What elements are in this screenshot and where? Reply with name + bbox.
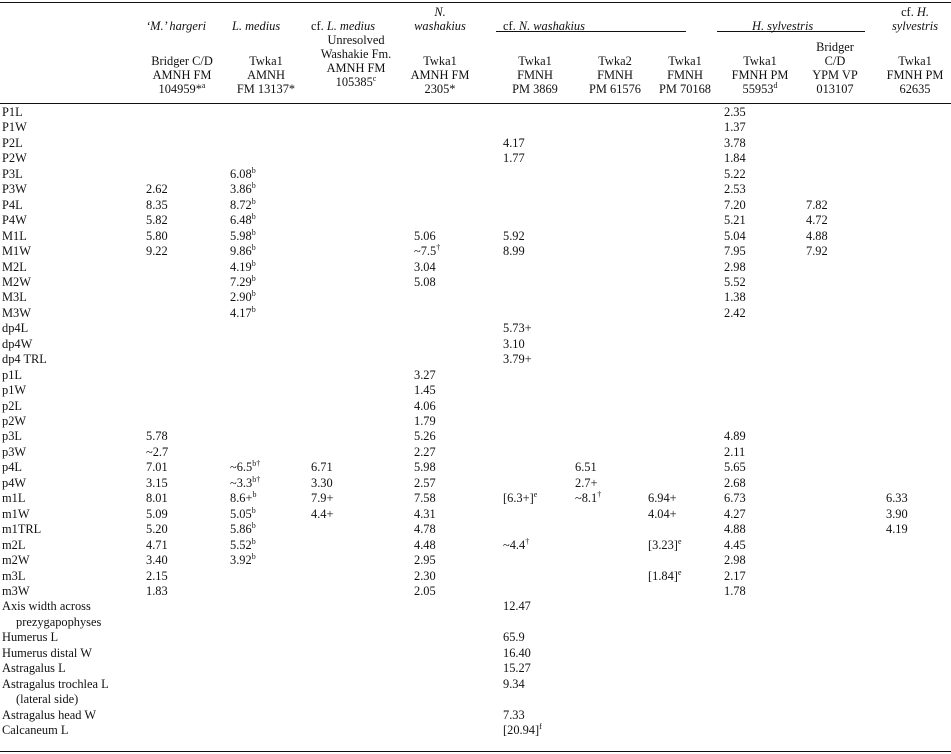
- row-label: p4L: [2, 460, 22, 475]
- row-label: M1W: [2, 244, 31, 259]
- row-label: P1L: [2, 105, 23, 119]
- table-cell: 6.48$^b$: [230, 212, 256, 228]
- row-label: M2W: [2, 274, 31, 289]
- row-label: P1W: [2, 120, 27, 135]
- table-cell: ~2.7: [146, 444, 169, 459]
- n-washakius-line2: washakius: [414, 19, 466, 33]
- row-label: m2W: [2, 553, 30, 568]
- footnote-mark: b: [251, 521, 256, 531]
- footnote-mark: b: [251, 552, 256, 562]
- table-cell: 5.52$^b$: [230, 536, 256, 552]
- table-cell: 5.65: [724, 460, 746, 475]
- specimen-number: FM 13137*: [236, 82, 296, 96]
- table-cell: 65.9: [503, 630, 525, 645]
- table-cell: 4.88: [724, 522, 746, 537]
- table-cell: 5.82: [146, 213, 168, 228]
- taxon-h-sylvestris: H. sylvestris: [752, 19, 814, 33]
- table-cell: 6.08$^b$: [230, 165, 256, 181]
- table-cell: 2.98: [724, 553, 746, 568]
- cf-h-sylvestris-line2: sylvestris: [891, 19, 939, 33]
- table-cell: 4.4+: [311, 506, 334, 521]
- table-cell: 1.78: [724, 583, 746, 598]
- table-cell: 5.06: [414, 228, 436, 243]
- table-cell: 2.53: [724, 182, 746, 197]
- table-cell: 7.01: [146, 460, 168, 475]
- footnote-mark: c: [372, 74, 377, 83]
- table-cell: $[6.3+]^e$: [503, 490, 538, 506]
- taxon-n-washakius: [410, 5, 470, 33]
- table-cell: 2.30: [414, 568, 436, 583]
- row-label-continued: (lateral side): [16, 692, 79, 707]
- table-cell: 2.05: [414, 583, 436, 598]
- table-cell: $[20.94]^f$: [503, 722, 542, 737]
- footnote-mark: †: [436, 243, 441, 253]
- footnote-mark: b: [251, 243, 256, 253]
- specimen-unit: Twka1: [423, 54, 457, 68]
- specimen-unit: Twka1: [668, 54, 702, 68]
- table-cell: 3.90: [886, 506, 908, 521]
- table-cell: 4.88: [806, 228, 828, 243]
- footnote-mark: b: [251, 196, 256, 206]
- footnote-mark: b: [251, 165, 256, 175]
- specimen-header-4: [405, 54, 475, 96]
- table-cell: 4.17: [503, 135, 525, 150]
- specimen-number: 013107: [816, 82, 854, 96]
- specimen-collection: YPM VP: [812, 68, 858, 82]
- specimen-unit: Unresolved: [327, 33, 385, 47]
- row-label: dp4W: [2, 336, 33, 351]
- table-cell: 6.71: [311, 460, 333, 475]
- table-cell: 8.6+$^b$: [230, 490, 257, 506]
- table-cell: 5.78: [146, 429, 168, 444]
- table-cell: 7.92: [806, 244, 828, 259]
- table-cell: 5.22: [724, 166, 746, 181]
- specimen-number: 55953: [742, 82, 774, 96]
- row-label: dp4L: [2, 321, 29, 336]
- row-label: M1L: [2, 228, 27, 243]
- specimen-number: 104959*: [158, 82, 202, 96]
- table-cell: 5.09: [146, 506, 168, 521]
- table-cell: $[3.23]^e$: [648, 536, 682, 552]
- footnote-mark: d: [773, 81, 778, 90]
- row-label: P4W: [2, 213, 27, 228]
- table-cell: 7.95: [724, 244, 746, 259]
- specimen-collection: AMNH FM: [152, 68, 212, 82]
- table-cell: 4.71: [146, 537, 168, 552]
- specimen-header-6: [575, 54, 655, 96]
- row-label: P2W: [2, 151, 27, 166]
- footnote-mark: b: [251, 212, 256, 222]
- footnote-mark: †: [597, 490, 602, 500]
- table-cell: 5.86$^b$: [230, 521, 256, 537]
- footnote-mark: b: [252, 490, 257, 500]
- table-cell: 3.40: [146, 553, 168, 568]
- table-cell: 5.92: [503, 228, 525, 243]
- row-label: p1L: [2, 367, 22, 382]
- specimen-number: 62635: [899, 82, 931, 96]
- table-cell: 2.11: [724, 444, 746, 459]
- row-label: m1L: [2, 491, 26, 506]
- table-cell: 4.31: [414, 506, 436, 521]
- taxon-cf-l-medius: [311, 19, 375, 33]
- taxon-l-medius: L. medius: [232, 19, 281, 33]
- table-cell: 5.73+: [503, 321, 532, 336]
- table-cell: 5.26: [414, 429, 436, 444]
- table-cell: 2.7+: [575, 475, 598, 490]
- footnote-mark: e: [677, 536, 682, 546]
- table-cell: 4.06: [414, 398, 436, 413]
- row-label: Astragalus L: [2, 661, 66, 676]
- specimen-header-9: [800, 40, 870, 96]
- row-label: m1W: [2, 506, 30, 521]
- cf-prefix: cf.: [503, 19, 519, 33]
- table-cell: 5.08: [414, 274, 436, 289]
- table-cell: 2.98: [724, 259, 746, 274]
- table-cell: 4.89: [724, 429, 746, 444]
- specimen-header-1: [135, 54, 229, 96]
- table-cell: 3.10: [503, 336, 525, 351]
- footnote-mark: b: [251, 227, 256, 237]
- specimen-collection: AMNH: [247, 68, 285, 82]
- top-rule: [0, 2, 951, 3]
- table-cell: 6.94+: [648, 491, 677, 506]
- row-label: m1TRL: [2, 522, 42, 537]
- bottom-rule: [0, 751, 951, 752]
- specimen-formation: Washakie Fm.: [320, 47, 392, 61]
- footnote-mark: b: [251, 536, 256, 546]
- row-label: Humerus distal W: [2, 645, 92, 660]
- table-cell: ~7.5†: [414, 243, 441, 259]
- row-label: P2L: [2, 135, 23, 150]
- table-cell: 5.98: [414, 460, 436, 475]
- table-cell: 3.04: [414, 259, 436, 274]
- table-cell: 4.78: [414, 522, 436, 537]
- cf-prefix: cf.: [311, 19, 327, 33]
- table-cell: 7.58: [414, 491, 436, 506]
- cf-prefix: cf.: [901, 5, 917, 19]
- row-label: p2L: [2, 398, 22, 413]
- table-cell: 3.92$^b$: [230, 552, 256, 568]
- specimen-collection: FMNH: [517, 68, 553, 82]
- table-cell: $[1.84]^e$: [648, 567, 682, 583]
- taxon-m-hargeri: ‘M.’ hargeri: [146, 19, 207, 33]
- table-cell: 2.17: [724, 568, 746, 583]
- table-cell: 2.42: [724, 305, 746, 320]
- table-cell: 2.35: [724, 105, 746, 119]
- table-cell: 1.45: [414, 383, 436, 398]
- table-cell: 7.33: [503, 707, 525, 722]
- table-cell: 3.79+: [503, 352, 532, 367]
- cf-h-name: H.: [916, 5, 929, 19]
- specimen-number: PM 61576: [589, 82, 641, 96]
- table-cell: 3.86$^b$: [230, 181, 256, 197]
- table-cell: 8.35: [146, 197, 168, 212]
- table-cell: ~4.4†: [503, 536, 530, 552]
- table-cell: 4.48: [414, 537, 436, 552]
- footnote-mark: †: [525, 536, 530, 546]
- row-label: p1W: [2, 383, 27, 398]
- row-label: P3W: [2, 182, 27, 197]
- table-cell: 5.98$^b$: [230, 227, 256, 243]
- table-cell: 2.90$^b$: [230, 289, 256, 305]
- table-cell: 1.37: [724, 120, 746, 135]
- footnote-mark: b†: [252, 459, 261, 469]
- footnote-mark: f: [539, 722, 542, 731]
- table-cell: 9.22: [146, 244, 168, 259]
- specimen-header-10: [877, 54, 951, 96]
- table-cell: $\sim 3.3^{b\dagger}$: [230, 474, 261, 490]
- n-washakius-line1: N.: [434, 5, 446, 19]
- table-cell: 5.52: [724, 274, 746, 289]
- specimen-unit: Bridger: [816, 40, 854, 54]
- table-cell: 2.68: [724, 475, 746, 490]
- table-cell: 7.82: [806, 197, 828, 212]
- table-cell: 8.72$^b$: [230, 196, 256, 212]
- specimen-unit: Twka1: [249, 54, 283, 68]
- table-cell: 4.04+: [648, 506, 677, 521]
- row-label: M3W: [2, 305, 31, 320]
- specimen-header-3: [308, 33, 404, 89]
- table-cell: 6.51: [575, 460, 597, 475]
- table-cell: 3.30: [311, 475, 333, 490]
- table-cell: 2.15: [146, 568, 168, 583]
- table-cell: 2.62: [146, 182, 168, 197]
- specimen-unit: Twka1: [743, 54, 777, 68]
- footnote-mark: b: [251, 273, 256, 283]
- taxon-cf-n-washakius: [503, 19, 585, 33]
- table-cell: 6.33: [886, 491, 908, 506]
- specimen-collection: FMNH PM: [731, 68, 789, 82]
- table-cell: 7.29$^b$: [230, 273, 256, 289]
- footnote-mark: b: [251, 289, 256, 299]
- table-cell: 8.99: [503, 244, 525, 259]
- footnote-mark: a: [201, 81, 206, 90]
- table-cell: 9.86$^b$: [230, 243, 256, 259]
- footnote-mark: b: [251, 505, 256, 515]
- footnote-mark: e: [677, 567, 682, 577]
- table-cell: 1.84: [724, 151, 746, 166]
- table-cell: 8.01: [146, 491, 168, 506]
- table-cell: 5.21: [724, 213, 746, 228]
- table-cell: 5.05$^b$: [230, 505, 256, 521]
- table-cell: 5.80: [146, 228, 168, 243]
- table-cell: 4.17$^b$: [230, 304, 256, 320]
- row-label: p4W: [2, 475, 27, 490]
- table-cell: ~8.1†: [575, 490, 602, 506]
- row-label: p2W: [2, 414, 27, 428]
- table-cell: 4.45: [724, 537, 746, 552]
- row-label: M3L: [2, 290, 27, 305]
- table-cell: 1.83: [146, 583, 168, 598]
- specimen-header-2: [226, 54, 306, 96]
- specimen-number: PM 70168: [659, 82, 711, 96]
- specimen-collection: FMNH: [597, 68, 633, 82]
- specimen-number: PM 3869: [512, 82, 558, 96]
- specimen-number: 2305*: [424, 82, 456, 96]
- header-rule: [0, 103, 951, 104]
- specimen-unit: Twka1: [898, 54, 932, 68]
- table-cell: 3.15: [146, 475, 168, 490]
- row-label: Astragalus trochlea L: [2, 676, 109, 691]
- footnote-mark: e: [533, 490, 538, 500]
- table-cell: 6.73: [724, 491, 746, 506]
- table-cell: 4.19: [886, 522, 908, 537]
- table-cell: 7.20: [724, 197, 746, 212]
- taxon-cf-h-sylvestris: [880, 5, 950, 33]
- table-cell: 1.77: [503, 151, 525, 166]
- table-cell: 15.27: [503, 661, 531, 676]
- footnote-mark: b: [251, 258, 256, 268]
- row-label: P3L: [2, 166, 23, 181]
- row-label: Axis width across: [2, 599, 91, 614]
- footnote-mark: b: [251, 181, 256, 191]
- footnote-mark: b: [251, 304, 256, 314]
- specimen-collection: AMNH FM: [326, 61, 386, 75]
- table-cell: 7.9+: [311, 491, 334, 506]
- specimen-collection: FMNH: [667, 68, 703, 82]
- table-cell: 3.27: [414, 367, 436, 382]
- table-cell: 2.57: [414, 475, 436, 490]
- specimen-header-8: [720, 54, 800, 96]
- specimen-collection: FMNH PM: [886, 68, 944, 82]
- table-cell: 1.79: [414, 414, 436, 428]
- row-label: p3L: [2, 429, 22, 444]
- row-label: m2L: [2, 537, 26, 552]
- row-label: Humerus L: [2, 630, 59, 645]
- table-cell: 9.34: [503, 676, 525, 691]
- specimen-unit: Twka1: [518, 54, 552, 68]
- specimen-unit-2: C/D: [824, 54, 846, 68]
- table-cell: 4.27: [724, 506, 746, 521]
- table-cell: 16.40: [503, 645, 531, 660]
- row-label: p3W: [2, 444, 27, 459]
- table-cell: 5.20: [146, 522, 168, 537]
- row-label: dp4 TRL: [2, 352, 47, 367]
- specimen-unit: Twka2: [598, 54, 632, 68]
- table-cell: 1.38: [724, 290, 746, 305]
- table-cell: $\sim 6.5^{b\dagger}$: [230, 459, 261, 475]
- footnote-mark: b†: [252, 474, 261, 484]
- specimen-collection: AMNH FM: [410, 68, 470, 82]
- specimen-header-5: [495, 54, 575, 96]
- row-label: m3L: [2, 568, 26, 583]
- row-label-continued: prezygapophyses: [16, 614, 102, 629]
- table-cell: 12.47: [503, 599, 531, 614]
- table-cell: 5.04: [724, 228, 746, 243]
- table-cell: 2.95: [414, 553, 436, 568]
- cf-l-medius-name: L. medius: [326, 19, 376, 33]
- row-label: P4L: [2, 197, 23, 212]
- specimen-unit: Bridger C/D: [151, 54, 213, 68]
- table-cell: 4.19$^b$: [230, 258, 256, 274]
- specimen-header-7: [645, 54, 725, 96]
- table-cell: 2.27: [414, 444, 436, 459]
- specimen-number: 105385: [335, 75, 373, 89]
- row-label: M2L: [2, 259, 27, 274]
- row-label: Calcaneum L: [2, 723, 69, 737]
- cf-n-washakius-name: N. washakius: [518, 19, 585, 33]
- row-label: Astragalus head W: [2, 707, 97, 722]
- table-cell: 3.78: [724, 135, 746, 150]
- row-label: m3W: [2, 583, 30, 598]
- table-cell: 4.72: [806, 213, 828, 228]
